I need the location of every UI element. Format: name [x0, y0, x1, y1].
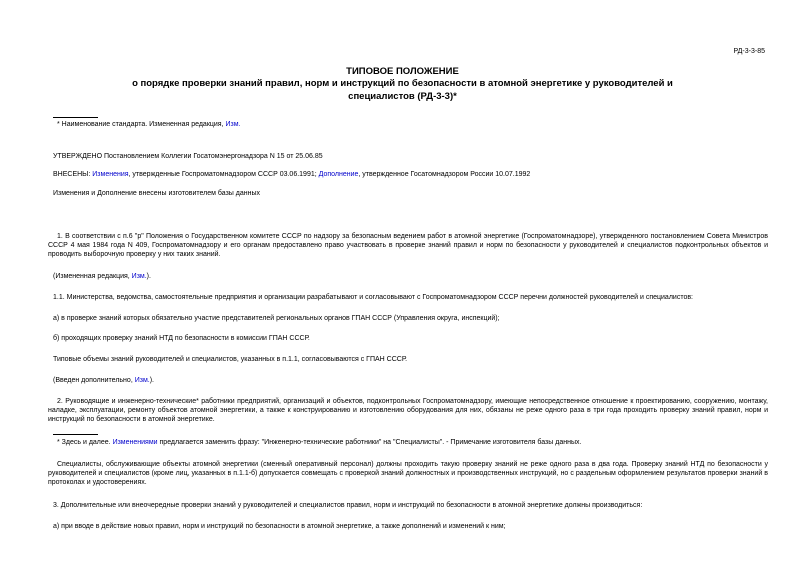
added-note: (Введен дополнительно, Изм.). — [53, 377, 154, 384]
paragraph-specialists: Специалисты, обслуживающие объекты атомной энергетики (сменный оперативный персонал) должны проходить такую проверку знаний не реже одного раза в два года. Проверку знаний НТД по безопасности у руководителей и специалистов (кроме лиц, указанных в п.1.1-б) допускается совмещать с проверкой знаний должностных и производственных инструкций, но с раздельным оформлением результатов проверки знаний в протоколах и удостоверениях. — [48, 461, 768, 487]
paragraph-3: 3. Дополнительные или внеочередные проверки знаний у руководителей и специалистов правил, норм и инструкций по безопасности в атомной энергетике должны производиться: — [53, 502, 643, 509]
changes-note: Изменения и Дополнение внесены изготовителем базы данных — [53, 190, 261, 197]
amendment-link[interactable]: Изм. — [225, 121, 241, 128]
paragraph-1-1: 1.1. Министерства, ведомства, самостоятельные предприятия и организации разрабатывают и согласовывают с Госпроматомнадзором СССР перечни должностей руководителей и специалистов: — [53, 294, 694, 301]
revised-note-1: (Измененная редакция, Изм.). — [53, 273, 151, 280]
footnote-divider — [53, 117, 98, 118]
footnote-replacement: * Здесь и далее. Изменениями предлагается заменить фразу: "Инженерно-технические работники" на "Специалисты". - Примечание изготовителя базы данных. — [57, 439, 582, 446]
amendment-link[interactable]: Изм. — [134, 377, 150, 384]
approved-statement: УТВЕРЖДЕНО Постановлением Коллегии Госатомэнергонадзора N 15 от 25.06.85 — [53, 153, 323, 160]
changes-link[interactable]: Изменениями — [112, 439, 158, 446]
document-subtitle-line-1: о порядке проверки знаний правил, норм и инструкций по безопасности в атомной энергетике у руководителей и — [132, 78, 673, 89]
amendment-link[interactable]: Изм. — [131, 273, 147, 280]
footnote-divider — [53, 434, 98, 435]
document-title: ТИПОВОЕ ПОЛОЖЕНИЕ — [346, 66, 459, 77]
introduced-statement: ВНЕСЕНЫ: Изменения, утвержденные Госпроматомнадзором СССР 03.06.1991; Дополнение, утвержденное Госатомнадзором России 10.07.1992 — [53, 171, 531, 178]
typical-volumes-note: Типовые объемы знаний руководителей и специалистов, указанных в п.1.1, согласовываются с ГПАН СССР. — [53, 356, 408, 363]
list-item-a: а) в проверке знаний которых обязательно участие представителей региональных органов ГПАН СССР (Управления округа, инспекций); — [53, 315, 500, 322]
document-subtitle-line-2: специалистов (РД-3-3)* — [348, 91, 457, 102]
addition-link[interactable]: Дополнение — [318, 171, 359, 178]
changes-link[interactable]: Изменения — [92, 171, 129, 178]
list-item-b: б) проходящих проверку знаний НТД по безопасности в комиссии ГПАН СССР. — [53, 335, 310, 342]
paragraph-3-a: а) при вводе в действие новых правил, норм и инструкций по безопасности в атомной энергетике, а также дополнений и изменений к ним; — [53, 523, 506, 530]
footnote-standard-name — [57, 120, 241, 129]
footnote-text: * Наименование стандарта. Измененная редакция, — [57, 121, 226, 128]
document-code: РД-3-3-85 — [733, 48, 765, 55]
paragraph-1: 1. В соответствии с п.6 "р" Положения о Государственном комитете СССР по надзору за безопасным ведением работ в атомной энергетике (Госпроматомнадзоре), утвержденного постановлением Совета Министров СССР 4 мая 1984 года N 409, Госпроматомнадзору и его органам предоставлено право участвовать в проверке знаний правил и норм по безопасности у руководителей и специалистов подконтрольных объектов и проводить выборочную проверку у них таких знаний. — [48, 233, 768, 259]
paragraph-2: 2. Руководящие и инженерно-технические* работники предприятий, организаций и объектов, подконтрольных Госпроматомнадзору, имеющие непосредственное отношение к проектированию, сооружению, монтажу, наладке, эксплуатации, ремонту объектов атомной энергетики, а также к конструированию и изготовлению оборудования для них, обязаны не реже одного раза в три года проходить проверку знаний правил, норм и инструкций по безопасности в атомной энергетике. — [48, 398, 768, 424]
